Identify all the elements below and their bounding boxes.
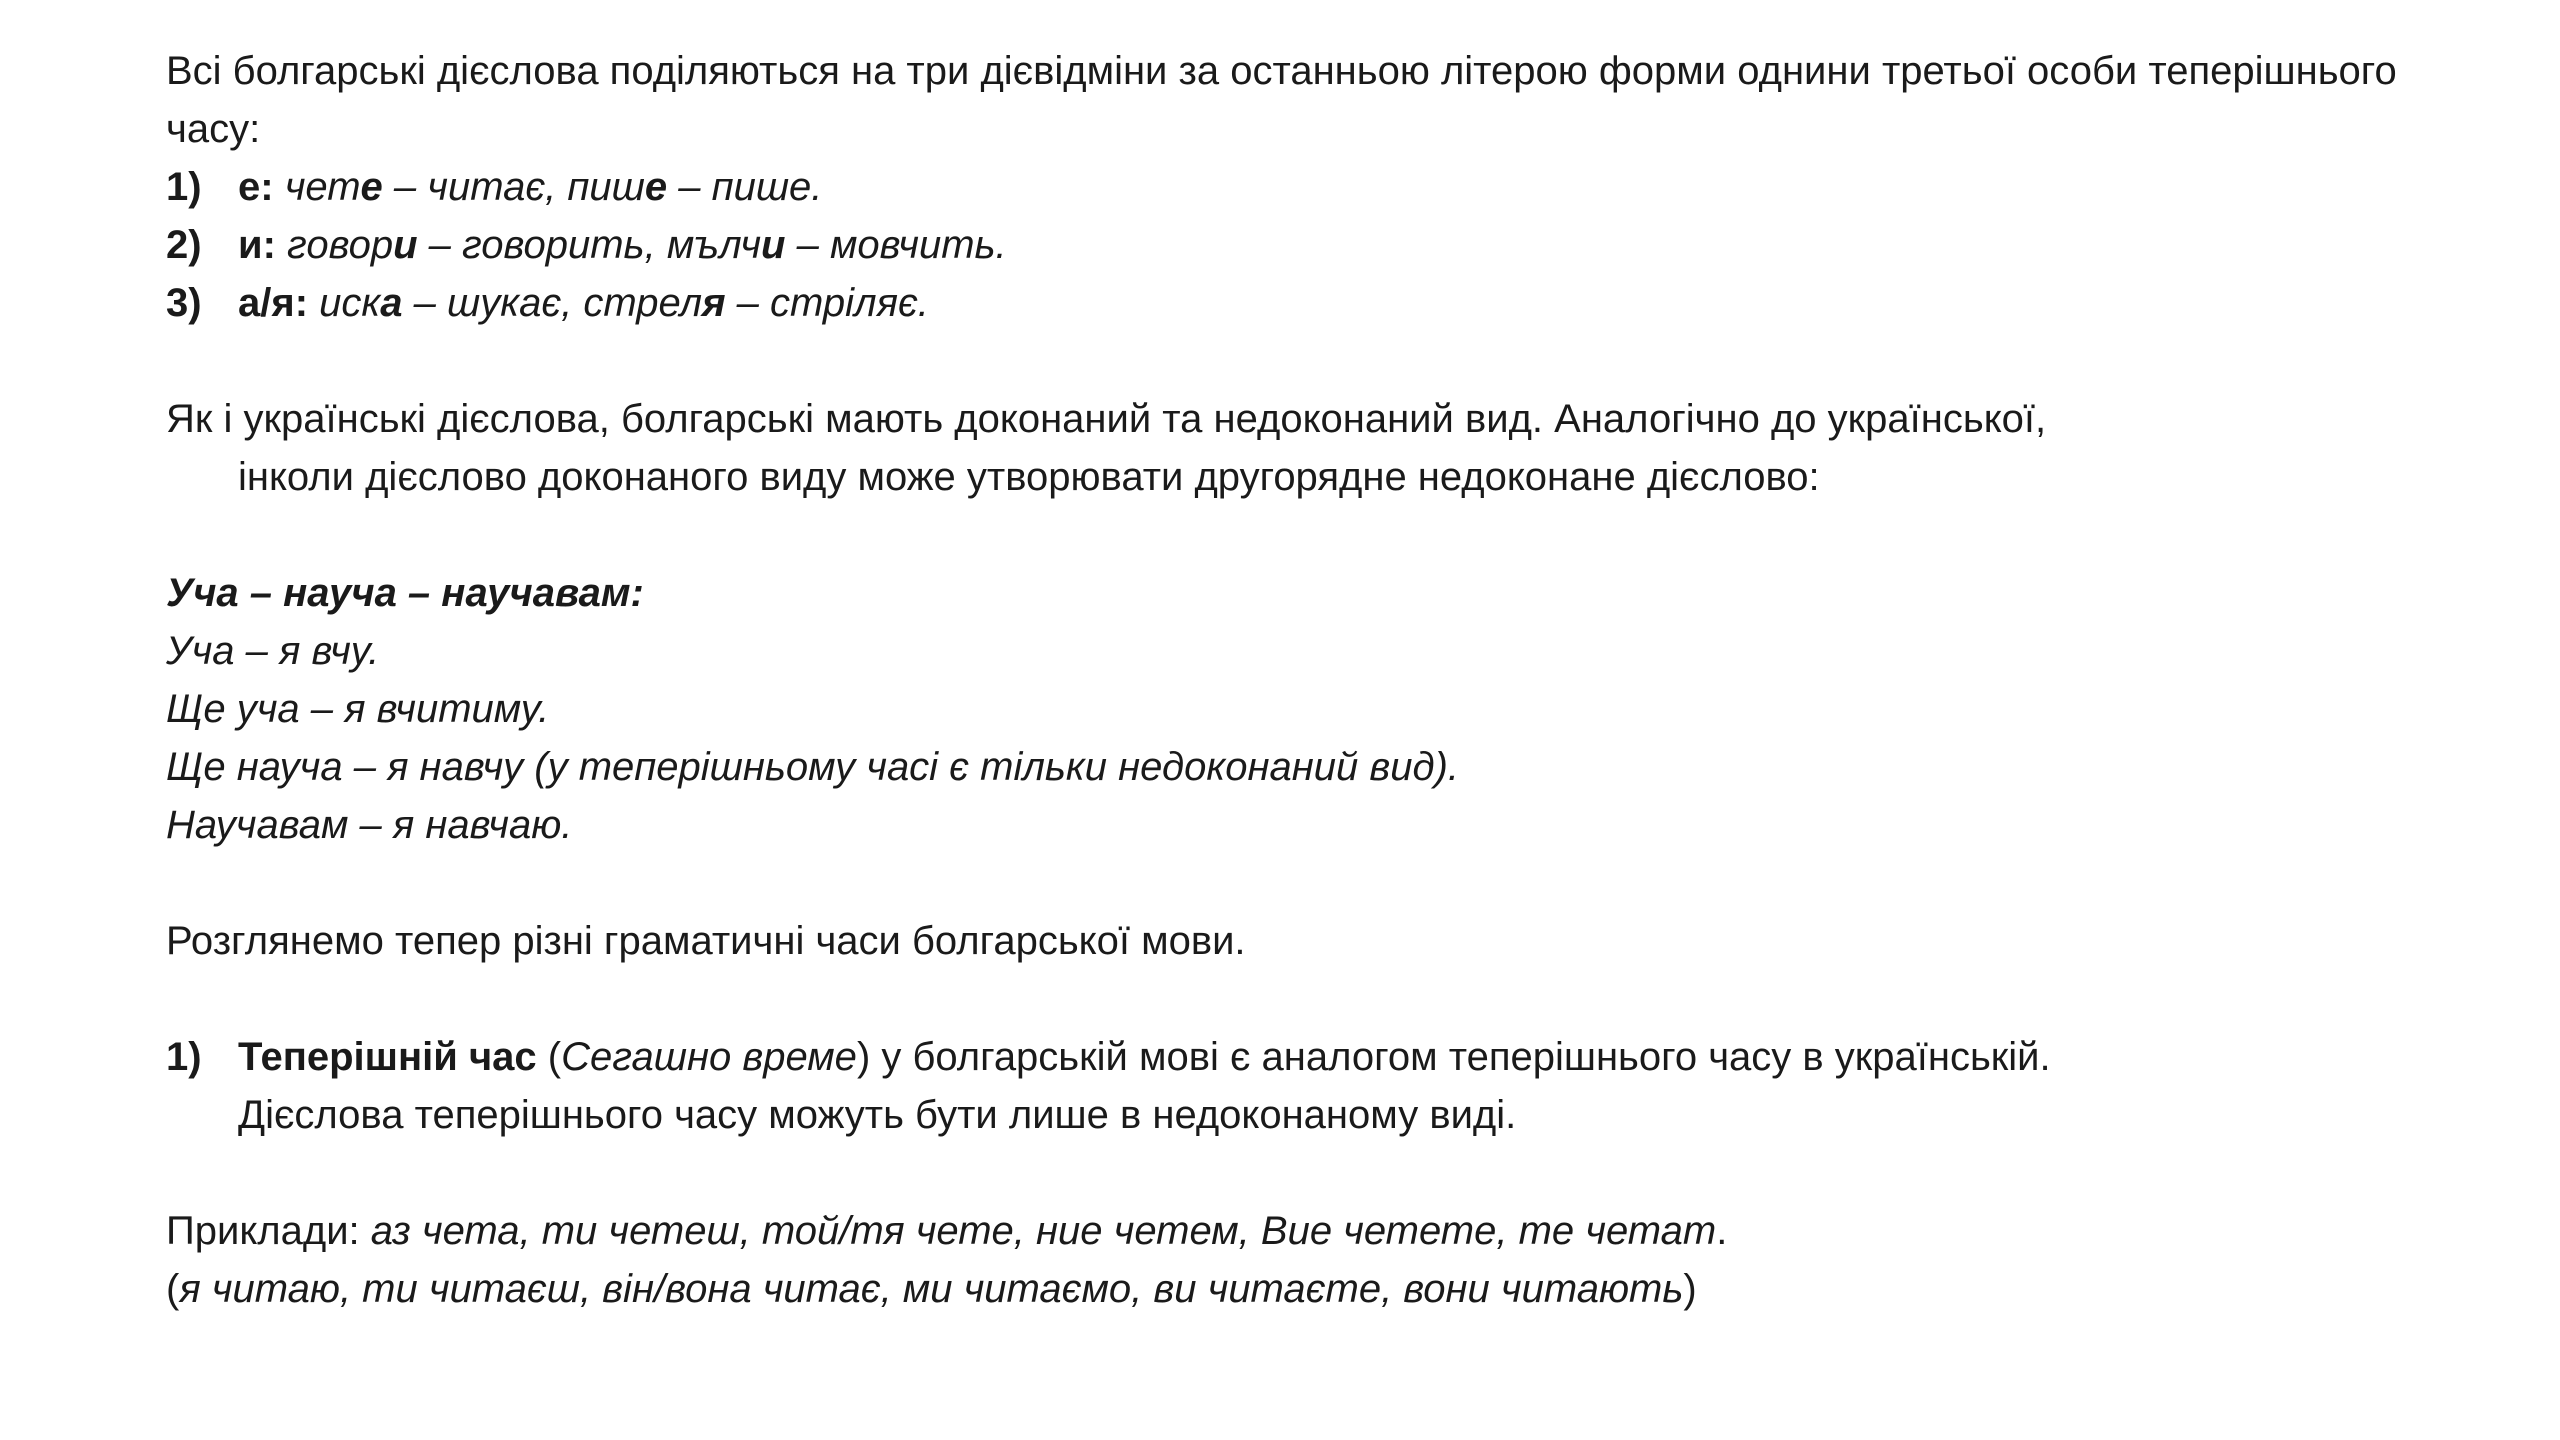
present-tense-note: Дієслова теперішнього часу можуть бути лише в недоконаному виді.	[238, 1093, 1517, 1137]
conjugation-item-1	[166, 158, 2406, 216]
present-tense-term: Теперішній час	[238, 1035, 537, 1079]
example-translation: – стріляє.	[725, 281, 929, 325]
example-heading: Уча – науча – научавам:	[166, 571, 644, 615]
conjugation-item-3	[166, 274, 2406, 332]
present-tense-description: ) у болгарській мові є аналогом теперішнього часу в українській.	[856, 1035, 2051, 1079]
aspect-paragraph-line1: Як і українські дієслова, болгарські мають доконаний та недоконаний вид. Аналогічно до української,	[166, 397, 2047, 441]
list-number: 2)	[166, 223, 202, 267]
list-number: 3)	[166, 281, 202, 325]
conjugation-letter: е:	[238, 165, 274, 209]
example-word-stem: мълч	[666, 223, 762, 267]
example-word-ending: я	[702, 281, 726, 325]
example-word-ending: а	[380, 281, 403, 325]
present-tense-bg-term: Сегашно време	[561, 1035, 857, 1079]
example-word-stem: стрел	[583, 281, 702, 325]
example-translation: – шукає,	[402, 281, 584, 325]
translation-ukrainian: я читаю, ти читаєш, він/вона читає, ми читаємо, ви читаєте, вони читають	[179, 1267, 1684, 1311]
example-line-4: Научавам – я навчаю.	[166, 803, 573, 847]
example-word-stem: чет	[284, 165, 361, 209]
list-number: 1)	[166, 165, 202, 209]
present-tense-item: 1) Теперішній час (Сегашно време) у болгарській мові є аналогом теперішнього часу в українській. Дієслова теперішнього часу можуть бути лише в недоконаному виді.	[166, 1028, 2406, 1144]
example-word-ending: е	[644, 165, 668, 209]
example-line-2: Ще уча – я вчитиму.	[166, 687, 550, 731]
examples-label: Приклади:	[166, 1209, 371, 1253]
example-word-ending: и	[393, 223, 418, 267]
example-line-1: Уча – я вчу.	[166, 629, 380, 673]
example-translation: – говорить,	[417, 223, 667, 267]
intro-paragraph: Всі болгарські дієслова поділяються на три дієвідміни за останньою літерою форми однини третьої особи теперішнього часу:	[166, 49, 2397, 151]
example-translation: – мовчить.	[785, 223, 1007, 267]
list-number: 1)	[166, 1035, 202, 1079]
example-word-stem: пиш	[567, 165, 645, 209]
example-translation: – пише.	[667, 165, 823, 209]
slide-content	[166, 42, 2406, 1318]
translation-line: (я читаю, ти читаєш, він/вона читає, ми читаємо, ви читаєте, вони читають)	[166, 1267, 1697, 1311]
tenses-intro: Розглянемо тепер різні граматичні часи болгарської мови.	[166, 919, 1246, 963]
conjugation-letter: и:	[238, 223, 276, 267]
aspect-paragraph-line2: інколи дієслово доконаного виду може утворювати другорядне недоконане дієслово:	[238, 455, 1820, 499]
examples-line: Приклади: аз чета, ти четеш, той/тя чете, ние четем, Вие четете, те четат.	[166, 1209, 1728, 1253]
example-word-ending: и	[761, 223, 786, 267]
conjugation-item-2	[166, 216, 2406, 274]
example-word-stem: говор	[287, 223, 394, 267]
example-line-3: Ще науча – я навчу (у теперішньому часі є тільки недоконаний вид).	[166, 745, 1460, 789]
example-word-stem: иск	[319, 281, 381, 325]
examples-bulgarian: аз чета, ти четеш, той/тя чете, ние четем, Вие четете, те четат	[370, 1209, 1717, 1253]
example-word-ending: е	[360, 165, 383, 209]
conjugation-letter: а/я:	[238, 281, 309, 325]
example-translation: – читає,	[382, 165, 568, 209]
